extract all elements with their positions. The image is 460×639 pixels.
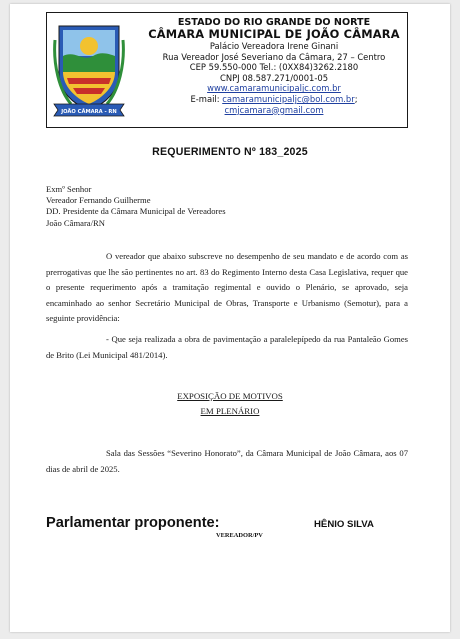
street-address: Rua Vereador José Severiano da Câmara, 27 – Centro [162,51,386,62]
proponent-name: HÊNIO SILVA [314,519,374,530]
municipal-crest-icon [53,20,125,120]
website-link[interactable]: www.camaramunicipaljc.com.br [207,83,341,94]
exposition-heading: EXPOSIÇÃO DE MOTIVOS [177,391,283,401]
requested-action: - Que seja realizada a obra de pavimentação a paralelepípedo da rua Pantaleão Gomes de Brito (Lei Municipal 481/2014). [46,334,408,360]
addressee-line: Vereador Fernando Guilherme [46,195,151,206]
cep-phone: CEP 59.550-000 Tel.: (0XX84)3262.2180 [189,62,359,73]
letterhead [46,12,408,128]
crest-banner-text: JOÃO CÂMARA - RN [61,108,117,115]
email-label: E-mail: [190,93,223,104]
proponent-role: VEREADOR/PV [216,532,263,539]
request-paragraph: O vereador que abaixo subscreve no desempenho de seu mandato e de acordo com as prerrogativas que lhe são pertinentes no art. 83 do Regimento Interno desta Casa Legislativa, requer que o presente requerimento após a tramitação regimental e ouvido o Plenário, se aprovado, seja encaminhado ao senhor Secretário Municipal de Obras, Transporte e Urbanismo (Semotur), para a seguinte providência: [46,251,408,324]
document-title: REQUERIMENTO Nº 183_2025 [152,146,308,158]
exposition-subheading: EM PLENÁRIO [200,406,260,416]
palace-name: Palácio Vereadora Irene Ginani [209,41,339,51]
document-page [10,4,450,632]
email-link-2[interactable]: cmjcamara@gmail.com [224,104,324,115]
chamber-name: CÂMARA MUNICIPAL DE JOÃO CÂMARA [148,27,400,41]
cnpj: CNPJ 08.587.271/0001-05 [219,72,329,83]
letterhead-text [143,17,405,115]
addressee-block [46,184,226,229]
proponent-label: Parlamentar proponente: [46,515,220,531]
email-link-1[interactable]: camaramunicipaljc@bol.com.br [222,93,355,104]
addressee-line: João Câmara/RN [46,217,105,228]
state-name: ESTADO DO RIO GRANDE DO NORTE [177,17,371,28]
email-separator: ; [354,93,358,104]
session-closing: Sala das Sessões “Severino Honorato”, da Câmara Municipal de João Câmara, aos 07 dias de abril de 2025. [46,448,408,474]
addressee-line: DD. Presidente da Câmara Municipal de Vereadores [46,206,226,217]
addressee-line: Exmº Senhor [46,184,92,194]
